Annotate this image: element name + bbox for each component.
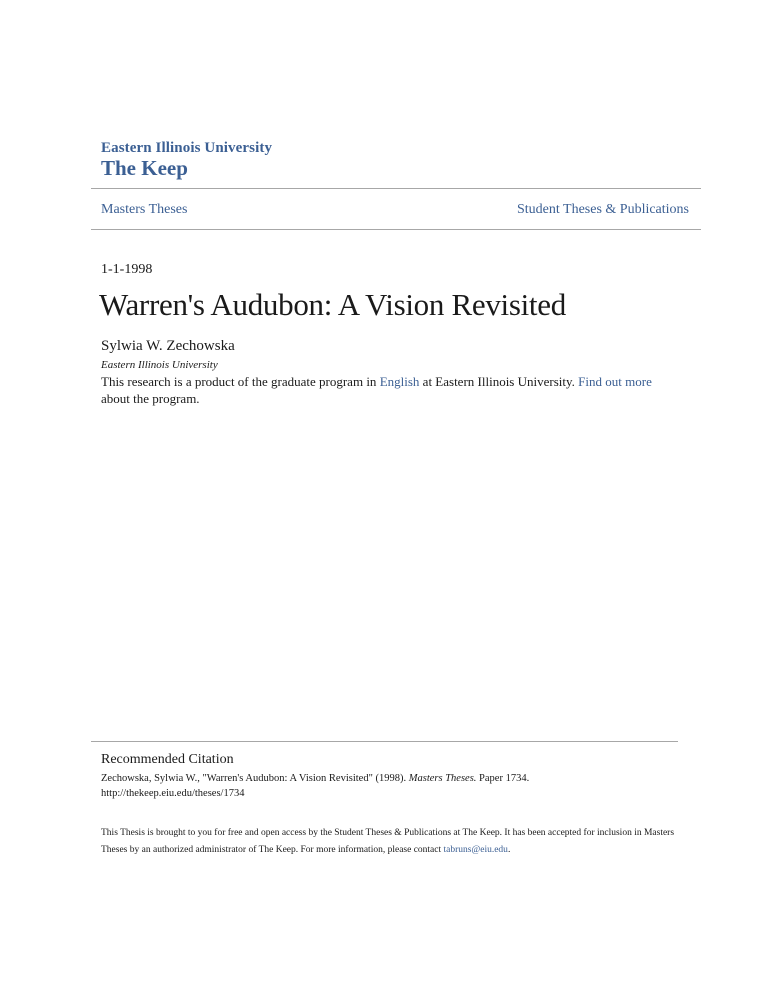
publication-date: 1-1-1998 [101,262,153,277]
top-divider [91,188,701,189]
find-out-more-link[interactable]: Find out more [578,374,652,389]
program-link[interactable]: English [379,374,420,389]
notice-end: . [507,845,511,855]
paper-title: Warren's Audubon: A Vision Revisited [99,287,566,322]
research-prefix: This research is a product of the graduate program in [101,374,377,389]
parent-collection-link[interactable]: Student Theses & Publications [516,202,689,217]
contact-email-link[interactable]: tabruns@eiu.edu [443,845,508,855]
citation-block [101,771,701,801]
author-name: Sylwia W. Zechowska [101,338,235,354]
repository-name: The Keep [101,156,188,180]
citation-divider [91,741,678,742]
citation-series: Masters Theses. [408,773,477,784]
institution-name: Eastern Illinois University [101,140,273,156]
nav-divider [91,229,701,230]
collection-link[interactable]: Masters Theses [101,202,188,217]
citation-heading: Recommended Citation [101,752,234,767]
citation-main: Zechowska, Sylwia W., "Warren's Audubon: A Vision Revisited" (1998). [101,773,407,784]
citation-url: http://thekeep.eiu.edu/theses/1734 [101,788,245,799]
citation-paper-number: Paper 1734. [479,773,530,784]
research-suffix: about the program. [101,391,200,406]
research-statement [101,373,671,407]
access-notice [101,825,691,859]
author-affiliation: Eastern Illinois University [101,359,218,371]
research-middle: at Eastern Illinois University. [422,374,575,389]
notice-text: This Thesis is brought to you for free and open access by the Student Theses & Publications at The Keep. It has been accepted for inclusion in Masters Theses by an authorized administrator of The Keep. For more information, please contact [101,828,675,855]
